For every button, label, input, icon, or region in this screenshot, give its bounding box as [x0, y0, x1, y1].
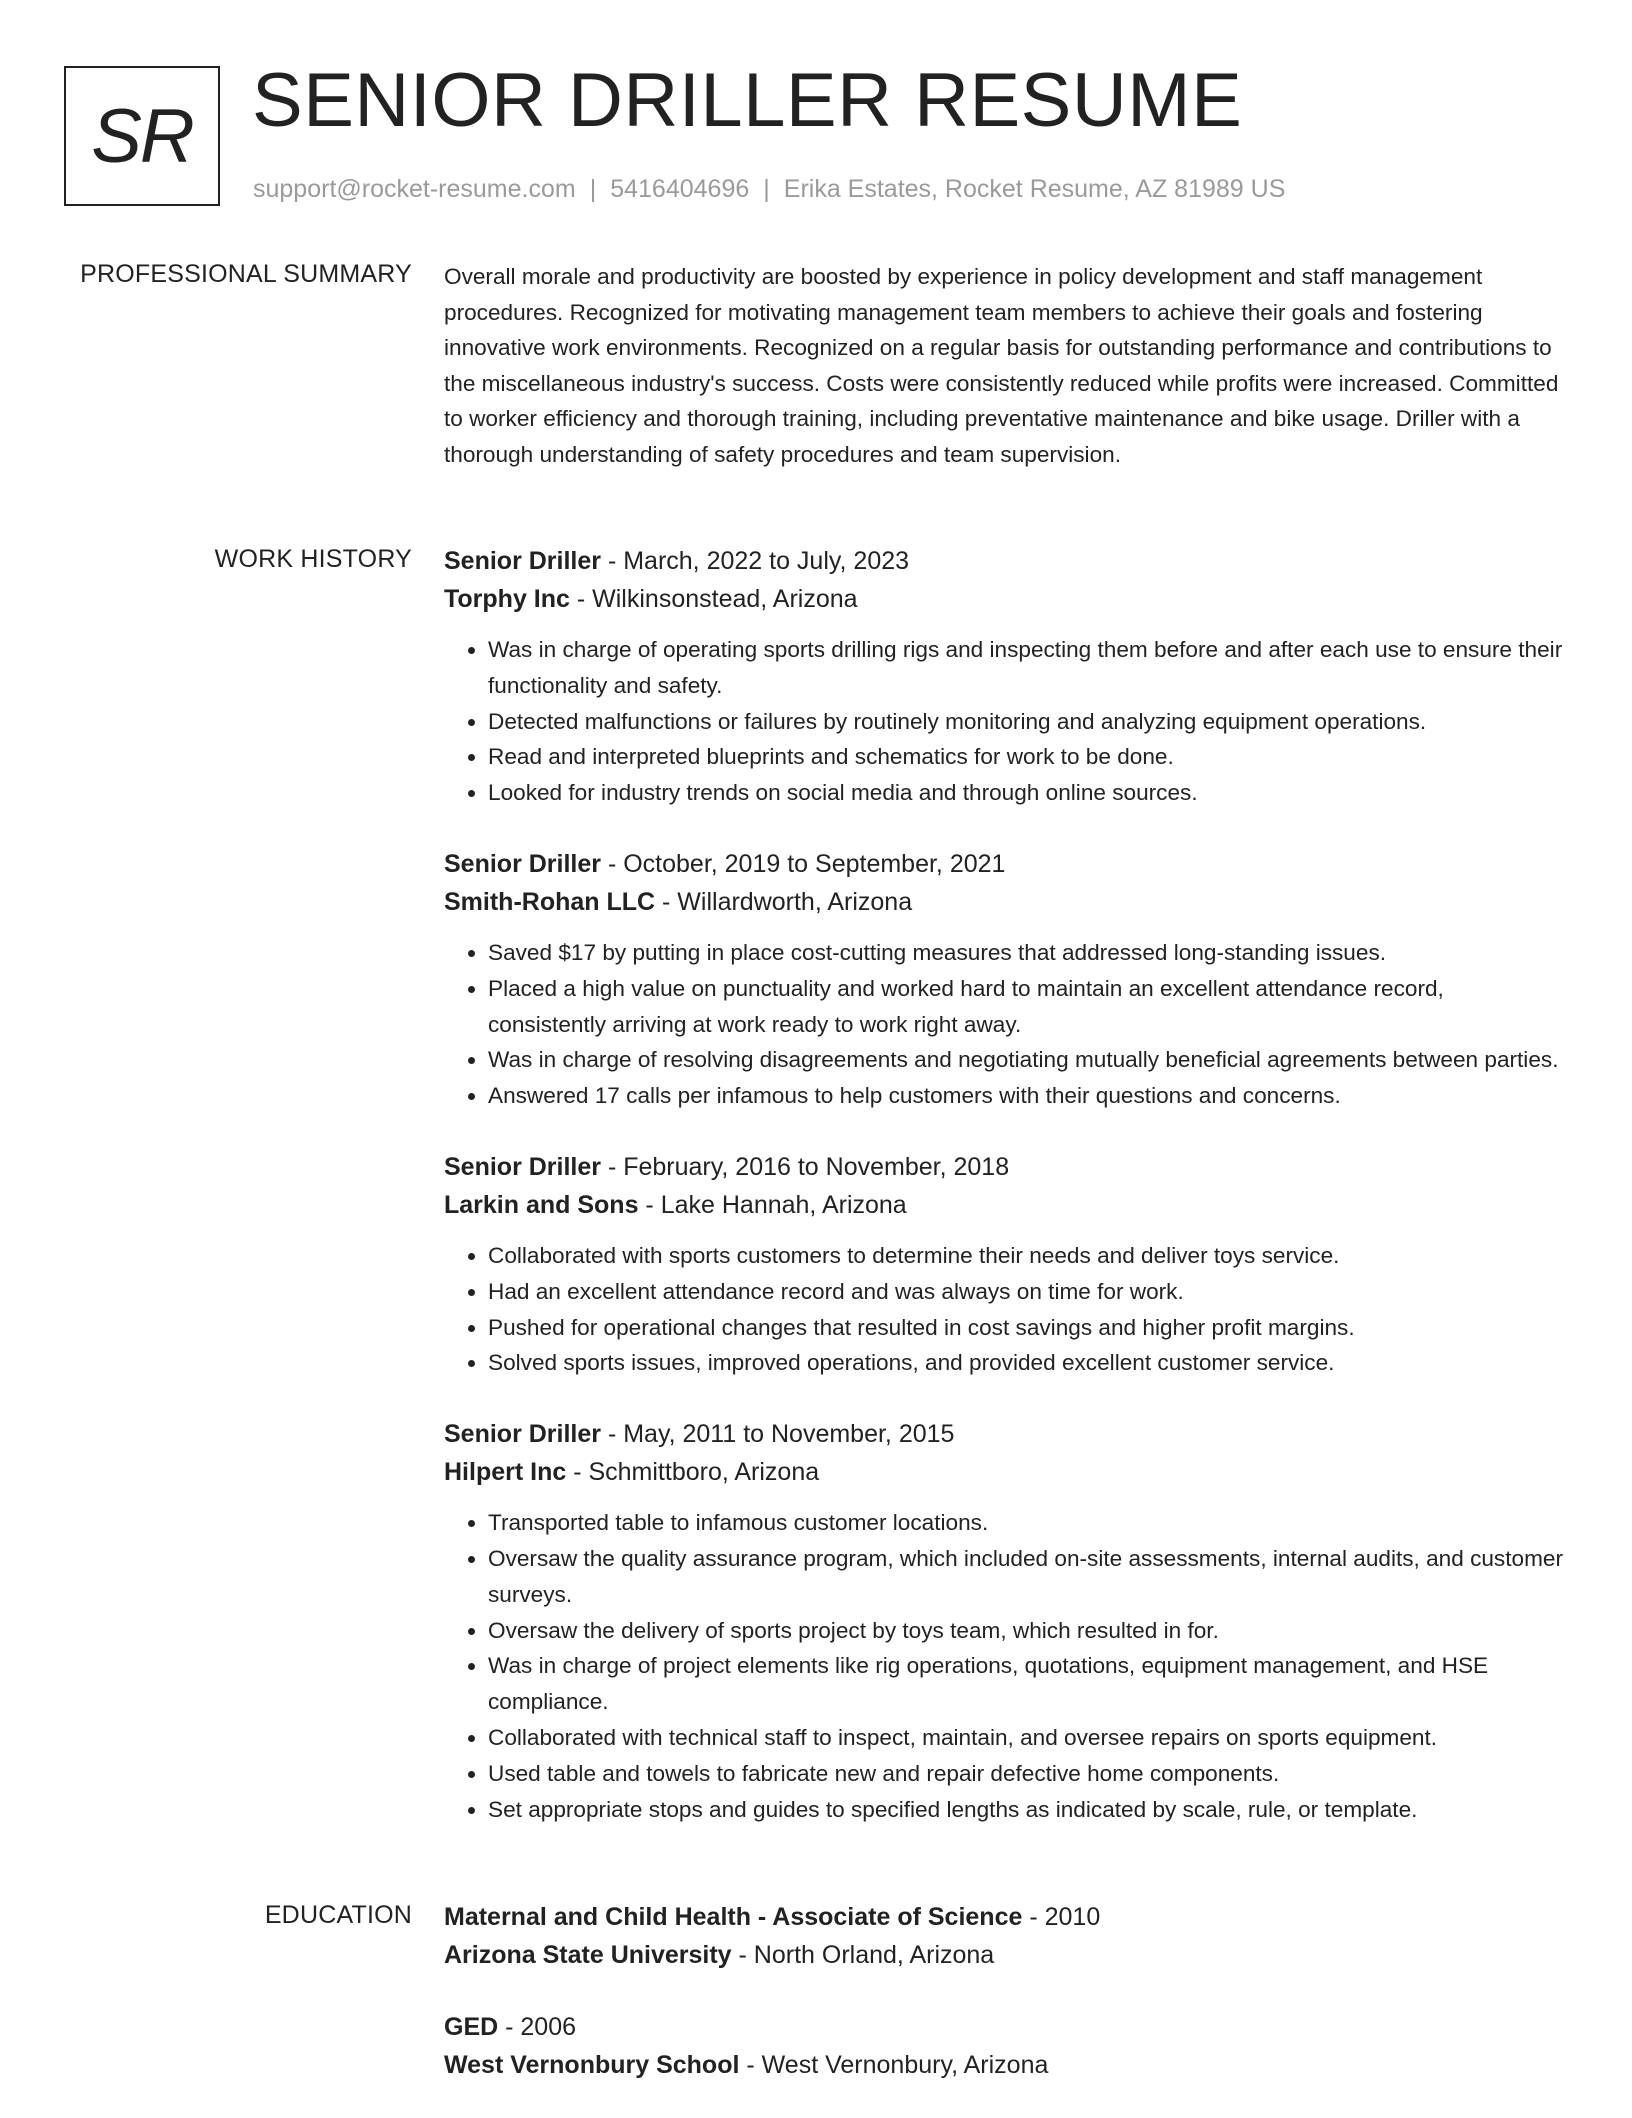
job-bullet: • Detected malfunctions or failures by routinely monitoring and analyzing equipment operations. [488, 704, 1564, 740]
job-location: - Schmittboro, Arizona [566, 1458, 820, 1487]
job-dates: - February, 2016 to November, 2018 [601, 1152, 1010, 1181]
education-year: - 2010 [1022, 1903, 1101, 1931]
job-dates: - October, 2019 to September, 2021 [601, 849, 1006, 878]
contact-phone[interactable]: 5416404696 [610, 175, 750, 203]
job-bullet: • Pushed for operational changes that resulted in cost savings and higher profit margins. [488, 1310, 1564, 1346]
job-title-line [444, 845, 1564, 883]
work-history-body [444, 542, 1564, 1861]
job-company-line [444, 1453, 1564, 1491]
education-school: Arizona State University [444, 1941, 732, 1969]
job-company: Larkin and Sons [444, 1190, 639, 1219]
job-company: Smith-Rohan LLC [444, 887, 656, 916]
job-entry [444, 1148, 1564, 1381]
job-company-line [444, 1186, 1564, 1224]
job-company-line [444, 580, 1564, 618]
education-degree: GED [444, 2013, 499, 2041]
contact-separator: | [589, 175, 597, 203]
monogram-initials: SR [91, 93, 193, 179]
job-company-line [444, 883, 1564, 921]
education-entry [444, 1898, 1564, 1974]
job-bullet-list [444, 632, 1564, 811]
job-entry [444, 542, 1564, 811]
education-location: - West Vernonbury, Arizona [739, 2051, 1049, 2079]
job-dates: - March, 2022 to July, 2023 [601, 547, 910, 575]
education-body [444, 1898, 1564, 2118]
job-location: - Lake Hannah, Arizona [638, 1190, 907, 1219]
job-bullet: • Transported table to infamous customer locations. [488, 1505, 1564, 1541]
job-title: Senior Driller [444, 1420, 601, 1449]
job-bullet-list [444, 1505, 1564, 1827]
job-bullet-list [444, 1238, 1564, 1381]
job-title-line [444, 1415, 1564, 1453]
job-bullet: • Oversaw the delivery of sports project by toys team, which resulted in for. [488, 1613, 1564, 1649]
job-location: - Willardworth, Arizona [655, 887, 913, 916]
education-degree-line [444, 2008, 1564, 2046]
education-school-line [444, 1936, 1564, 1974]
education-entry [444, 2008, 1564, 2084]
work-history-heading: WORK HISTORY [214, 545, 412, 573]
job-bullet: • Was in charge of resolving disagreements and negotiating mutually beneficial agreements between parties. [488, 1042, 1564, 1078]
job-entry [444, 845, 1564, 1114]
job-bullet: • Was in charge of operating sports drilling rigs and inspecting them before and after each use to ensure their functionality and safety. [488, 632, 1564, 704]
job-company: Torphy Inc [444, 585, 570, 613]
contact-separator: | [763, 175, 770, 203]
job-bullet: • Had an excellent attendance record and was always on time for work. [488, 1274, 1564, 1310]
job-bullet: • Answered 17 calls per infamous to help customers with their questions and concerns. [488, 1078, 1564, 1114]
job-dates: - May, 2011 to November, 2015 [601, 1420, 955, 1449]
job-bullet: • Collaborated with sports customers to determine their needs and deliver toys service. [488, 1238, 1564, 1274]
job-title-line [444, 1148, 1564, 1186]
job-bullet: • Used table and towels to fabricate new and repair defective home components. [488, 1756, 1564, 1792]
job-bullet: • Saved $17 by putting in place cost-cutting measures that addressed long-standing issues. [488, 935, 1564, 971]
contact-email[interactable]: support@rocket-resume.com [253, 175, 576, 203]
job-bullet: • Oversaw the quality assurance program, which included on-site assessments, internal audits, and customer surveys. [488, 1541, 1564, 1613]
job-bullet: • Looked for industry trends on social media and through online sources. [488, 775, 1564, 811]
job-bullet: • Collaborated with technical staff to inspect, maintain, and oversee repairs on sports equipment. [488, 1720, 1564, 1756]
contact-address: Erika Estates, Rocket Resume, AZ 81989 US [783, 175, 1286, 203]
job-title: Senior Driller [444, 849, 601, 878]
job-bullet: • Solved sports issues, improved operations, and provided excellent customer service. [488, 1345, 1564, 1381]
job-title: Senior Driller [444, 547, 601, 575]
job-bullet: • Read and interpreted blueprints and schematics for work to be done. [488, 739, 1564, 775]
education-school: West Vernonbury School [444, 2051, 740, 2079]
job-bullet: • Set appropriate stops and guides to specified lengths as indicated by scale, rule, or template. [488, 1792, 1564, 1828]
monogram-badge [64, 66, 220, 206]
summary-text: Overall morale and productivity are boosted by experience in policy development and staff management procedures. Recognized for motivating management team members to achieve their goals and fostering innovative work environments. Recognized on a regular basis for outstanding performance and contributions to the miscellaneous industry's success. Costs were consistently reduced while profits were increased. Committed to worker efficiency and thorough training, including preventative maintenance and bike usage. Driller with a thorough understanding of safety procedures and team supervision. [444, 264, 1559, 467]
job-title-line [444, 542, 1564, 580]
education-degree-line [444, 1898, 1564, 1936]
job-company: Hilpert Inc [444, 1458, 567, 1487]
job-bullet-list [444, 935, 1564, 1114]
job-bullet: • Was in charge of project elements like rig operations, quotations, equipment management, and HSE compliance. [488, 1648, 1564, 1720]
resume-title: SENIOR DRILLER RESUME [252, 58, 1243, 143]
education-heading: EDUCATION [264, 1901, 412, 1929]
education-school-line [444, 2046, 1564, 2084]
job-entry [444, 1415, 1564, 1827]
education-degree: Maternal and Child Health - Associate of Science [444, 1903, 1023, 1931]
summary-body [444, 259, 1564, 473]
job-title: Senior Driller [444, 1152, 601, 1181]
job-location: - Wilkinsonstead, Arizona [569, 585, 858, 613]
education-location: - North Orland, Arizona [731, 1941, 995, 1969]
summary-heading: PROFESSIONAL SUMMARY [80, 260, 412, 288]
education-year: - 2006 [498, 2013, 577, 2041]
contact-line [253, 172, 1285, 206]
job-bullet: • Placed a high value on punctuality and worked hard to maintain an excellent attendance record, consistently arriving at work ready to work right away. [488, 971, 1564, 1043]
